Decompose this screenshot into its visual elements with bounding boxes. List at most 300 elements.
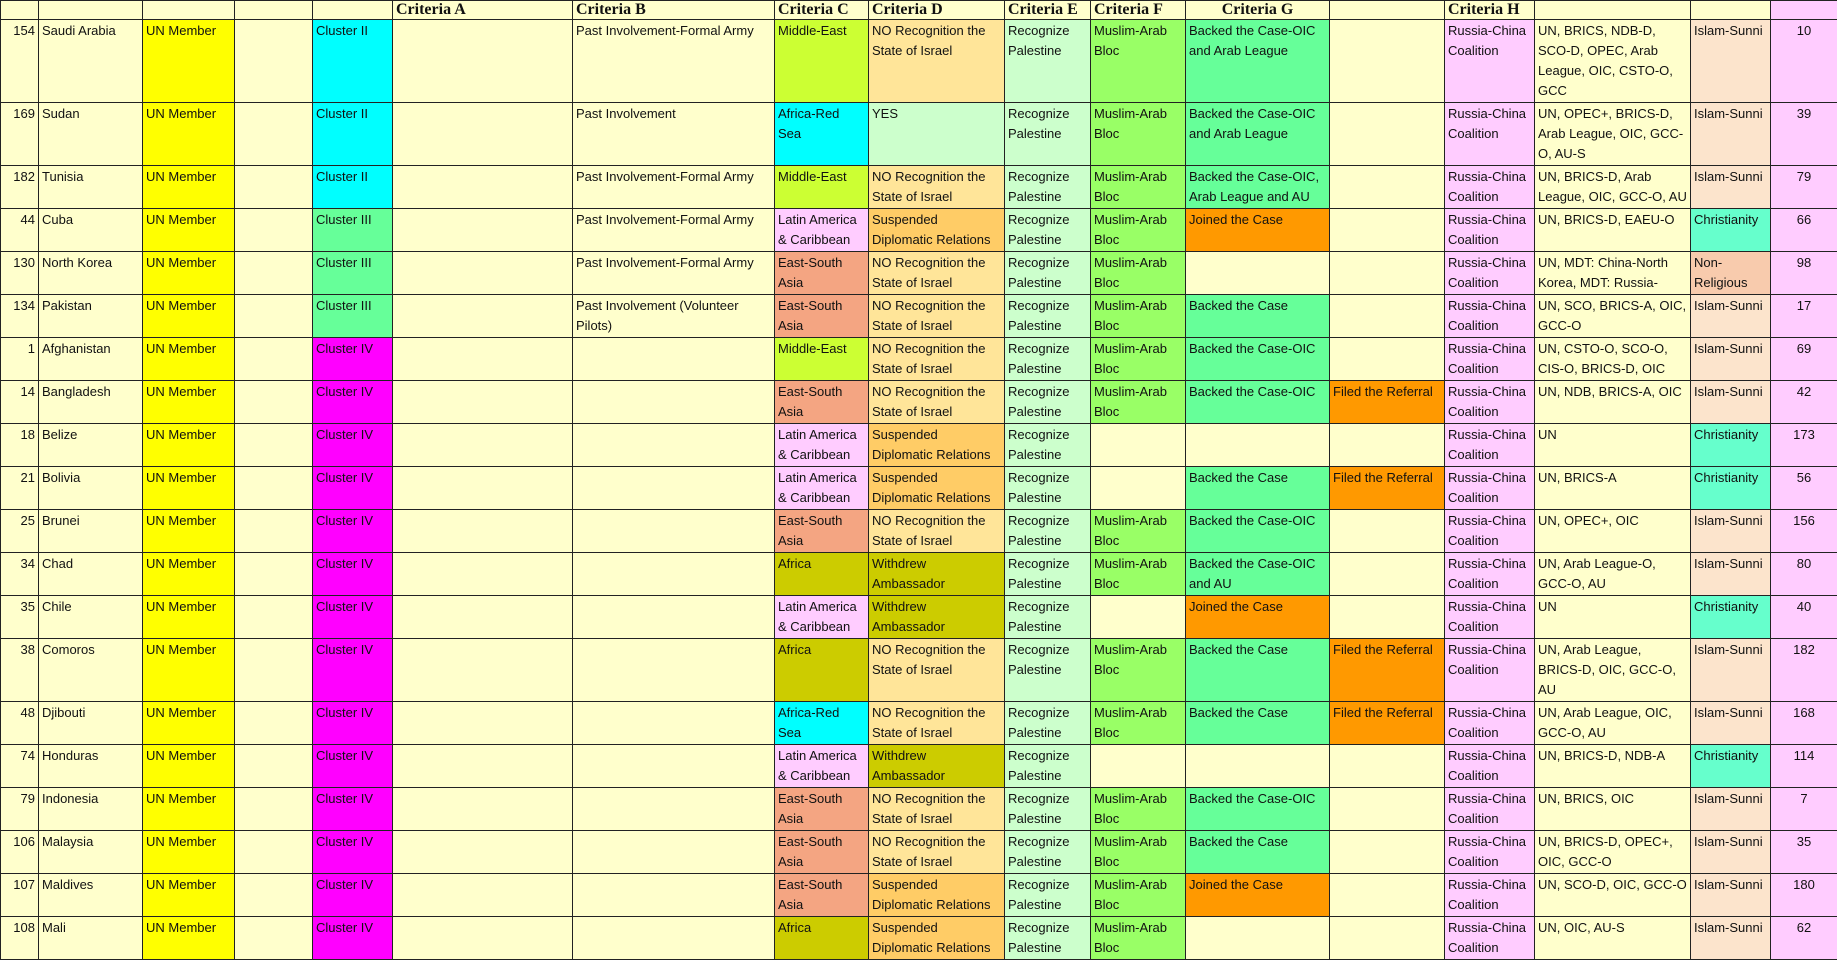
criteria-f[interactable]: Muslim-Arab Bloc: [1091, 295, 1186, 338]
criteria-c[interactable]: Africa-Red Sea: [775, 103, 869, 166]
header-criteria-f[interactable]: Criteria F: [1091, 1, 1186, 20]
criteria-b[interactable]: [573, 510, 775, 553]
criteria-f[interactable]: [1091, 424, 1186, 467]
blank-cell[interactable]: [235, 788, 313, 831]
criteria-a[interactable]: [393, 874, 573, 917]
criteria-d[interactable]: NO Recognition the State of Israel: [869, 510, 1005, 553]
criteria-c[interactable]: Middle-East: [775, 166, 869, 209]
organizations[interactable]: UN, MDT: China-North Korea, MDT: Russia-: [1535, 252, 1691, 295]
criteria-h[interactable]: Russia-China Coalition: [1445, 166, 1535, 209]
rank[interactable]: 173: [1771, 424, 1837, 467]
rank[interactable]: 98: [1771, 252, 1837, 295]
header-cell[interactable]: [235, 1, 313, 20]
organizations[interactable]: UN, BRICS-D, OPEC+, OIC, GCC-O: [1535, 831, 1691, 874]
row-number[interactable]: 108: [1, 917, 39, 960]
country-name[interactable]: Sudan: [39, 103, 143, 166]
criteria-c[interactable]: Africa: [775, 553, 869, 596]
criteria-d[interactable]: NO Recognition the State of Israel: [869, 639, 1005, 702]
country-name[interactable]: Pakistan: [39, 295, 143, 338]
criteria-e[interactable]: Recognize Palestine: [1005, 295, 1091, 338]
country-name[interactable]: Cuba: [39, 209, 143, 252]
criteria-g2[interactable]: [1330, 596, 1445, 639]
blank-cell[interactable]: [235, 745, 313, 788]
blank-cell[interactable]: [235, 831, 313, 874]
criteria-b[interactable]: Past Involvement-Formal Army: [573, 209, 775, 252]
criteria-a[interactable]: [393, 467, 573, 510]
criteria-e[interactable]: Recognize Palestine: [1005, 252, 1091, 295]
criteria-d[interactable]: NO Recognition the State of Israel: [869, 788, 1005, 831]
header-cell[interactable]: [143, 1, 235, 20]
criteria-g2[interactable]: [1330, 917, 1445, 960]
un-status[interactable]: UN Member: [143, 788, 235, 831]
un-status[interactable]: UN Member: [143, 103, 235, 166]
criteria-a[interactable]: [393, 103, 573, 166]
blank-cell[interactable]: [235, 209, 313, 252]
criteria-a[interactable]: [393, 252, 573, 295]
country-name[interactable]: Djibouti: [39, 702, 143, 745]
criteria-g2[interactable]: [1330, 209, 1445, 252]
criteria-a[interactable]: [393, 596, 573, 639]
un-status[interactable]: UN Member: [143, 874, 235, 917]
criteria-b[interactable]: [573, 381, 775, 424]
blank-cell[interactable]: [235, 338, 313, 381]
blank-cell[interactable]: [235, 917, 313, 960]
criteria-g2[interactable]: [1330, 166, 1445, 209]
criteria-b[interactable]: [573, 788, 775, 831]
un-status[interactable]: UN Member: [143, 424, 235, 467]
cluster[interactable]: Cluster II: [313, 166, 393, 209]
un-status[interactable]: UN Member: [143, 745, 235, 788]
cluster[interactable]: Cluster IV: [313, 467, 393, 510]
criteria-g[interactable]: Backed the Case-OIC: [1186, 510, 1330, 553]
criteria-h[interactable]: Russia-China Coalition: [1445, 553, 1535, 596]
criteria-d[interactable]: Suspended Diplomatic Relations: [869, 209, 1005, 252]
religion[interactable]: Non-Religious: [1691, 252, 1771, 295]
criteria-e[interactable]: Recognize Palestine: [1005, 596, 1091, 639]
religion[interactable]: Christianity: [1691, 424, 1771, 467]
row-number[interactable]: 154: [1, 20, 39, 103]
country-name[interactable]: Bangladesh: [39, 381, 143, 424]
criteria-g2[interactable]: [1330, 103, 1445, 166]
criteria-b[interactable]: [573, 338, 775, 381]
criteria-g[interactable]: [1186, 424, 1330, 467]
criteria-c[interactable]: Middle-East: [775, 338, 869, 381]
criteria-h[interactable]: Russia-China Coalition: [1445, 20, 1535, 103]
cluster[interactable]: Cluster III: [313, 295, 393, 338]
criteria-e[interactable]: Recognize Palestine: [1005, 424, 1091, 467]
blank-cell[interactable]: [235, 424, 313, 467]
cluster[interactable]: Cluster II: [313, 103, 393, 166]
organizations[interactable]: UN: [1535, 596, 1691, 639]
blank-cell[interactable]: [235, 553, 313, 596]
criteria-b[interactable]: [573, 596, 775, 639]
rank[interactable]: 42: [1771, 381, 1837, 424]
criteria-e[interactable]: Recognize Palestine: [1005, 166, 1091, 209]
criteria-d[interactable]: Suspended Diplomatic Relations: [869, 874, 1005, 917]
criteria-d[interactable]: Withdrew Ambassador: [869, 553, 1005, 596]
criteria-h[interactable]: Russia-China Coalition: [1445, 917, 1535, 960]
cluster[interactable]: Cluster IV: [313, 596, 393, 639]
criteria-g2[interactable]: Filed the Referral: [1330, 639, 1445, 702]
cluster[interactable]: Cluster III: [313, 209, 393, 252]
religion[interactable]: Islam-Sunni: [1691, 166, 1771, 209]
criteria-e[interactable]: Recognize Palestine: [1005, 745, 1091, 788]
criteria-g[interactable]: Backed the Case: [1186, 702, 1330, 745]
criteria-b[interactable]: [573, 831, 775, 874]
religion[interactable]: Islam-Sunni: [1691, 103, 1771, 166]
criteria-g[interactable]: Backed the Case: [1186, 467, 1330, 510]
row-number[interactable]: 18: [1, 424, 39, 467]
rank[interactable]: 79: [1771, 166, 1837, 209]
country-name[interactable]: Belize: [39, 424, 143, 467]
criteria-g2[interactable]: [1330, 874, 1445, 917]
criteria-c[interactable]: East-South Asia: [775, 874, 869, 917]
country-name[interactable]: Saudi Arabia: [39, 20, 143, 103]
criteria-d[interactable]: NO Recognition the State of Israel: [869, 295, 1005, 338]
row-number[interactable]: 1: [1, 338, 39, 381]
blank-cell[interactable]: [235, 510, 313, 553]
criteria-e[interactable]: Recognize Palestine: [1005, 338, 1091, 381]
criteria-e[interactable]: Recognize Palestine: [1005, 381, 1091, 424]
criteria-g[interactable]: Backed the Case-OIC: [1186, 381, 1330, 424]
country-name[interactable]: Indonesia: [39, 788, 143, 831]
criteria-g[interactable]: Backed the Case-OIC and AU: [1186, 553, 1330, 596]
cluster[interactable]: Cluster IV: [313, 553, 393, 596]
criteria-b[interactable]: Past Involvement: [573, 103, 775, 166]
criteria-f[interactable]: Muslim-Arab Bloc: [1091, 103, 1186, 166]
criteria-f[interactable]: [1091, 596, 1186, 639]
criteria-a[interactable]: [393, 788, 573, 831]
criteria-b[interactable]: Past Involvement-Formal Army: [573, 20, 775, 103]
organizations[interactable]: UN, OIC, AU-S: [1535, 917, 1691, 960]
organizations[interactable]: UN, Arab League, OIC, GCC-O, AU: [1535, 702, 1691, 745]
blank-cell[interactable]: [235, 874, 313, 917]
un-status[interactable]: UN Member: [143, 209, 235, 252]
blank-cell[interactable]: [235, 596, 313, 639]
religion[interactable]: Islam-Sunni: [1691, 295, 1771, 338]
criteria-h[interactable]: Russia-China Coalition: [1445, 831, 1535, 874]
rank[interactable]: 35: [1771, 831, 1837, 874]
criteria-e[interactable]: Recognize Palestine: [1005, 209, 1091, 252]
row-number[interactable]: 74: [1, 745, 39, 788]
criteria-a[interactable]: [393, 209, 573, 252]
criteria-g2[interactable]: [1330, 788, 1445, 831]
blank-cell[interactable]: [235, 467, 313, 510]
criteria-h[interactable]: Russia-China Coalition: [1445, 209, 1535, 252]
header-criteria-d[interactable]: Criteria D: [869, 1, 1005, 20]
row-number[interactable]: 48: [1, 702, 39, 745]
row-number[interactable]: 14: [1, 381, 39, 424]
row-number[interactable]: 106: [1, 831, 39, 874]
criteria-g2[interactable]: [1330, 338, 1445, 381]
criteria-f[interactable]: [1091, 745, 1186, 788]
criteria-g2[interactable]: [1330, 745, 1445, 788]
criteria-f[interactable]: Muslim-Arab Bloc: [1091, 917, 1186, 960]
un-status[interactable]: UN Member: [143, 639, 235, 702]
religion[interactable]: Islam-Sunni: [1691, 553, 1771, 596]
criteria-a[interactable]: [393, 20, 573, 103]
criteria-c[interactable]: Africa-Red Sea: [775, 702, 869, 745]
cluster[interactable]: Cluster IV: [313, 788, 393, 831]
criteria-b[interactable]: Past Involvement-Formal Army: [573, 252, 775, 295]
organizations[interactable]: UN, BRICS-D, EAEU-O: [1535, 209, 1691, 252]
country-name[interactable]: Mali: [39, 917, 143, 960]
rank[interactable]: 7: [1771, 788, 1837, 831]
criteria-d[interactable]: NO Recognition the State of Israel: [869, 166, 1005, 209]
rank[interactable]: 17: [1771, 295, 1837, 338]
rank[interactable]: 182: [1771, 639, 1837, 702]
blank-cell[interactable]: [235, 639, 313, 702]
un-status[interactable]: UN Member: [143, 295, 235, 338]
criteria-e[interactable]: Recognize Palestine: [1005, 103, 1091, 166]
criteria-a[interactable]: [393, 295, 573, 338]
row-number[interactable]: 169: [1, 103, 39, 166]
criteria-h[interactable]: Russia-China Coalition: [1445, 295, 1535, 338]
cluster[interactable]: Cluster IV: [313, 745, 393, 788]
criteria-g2[interactable]: [1330, 831, 1445, 874]
criteria-b[interactable]: Past Involvement-Formal Army: [573, 166, 775, 209]
header-cell[interactable]: [1535, 1, 1691, 20]
criteria-h[interactable]: Russia-China Coalition: [1445, 510, 1535, 553]
criteria-d[interactable]: Withdrew Ambassador: [869, 596, 1005, 639]
criteria-g[interactable]: Backed the Case: [1186, 639, 1330, 702]
criteria-g2[interactable]: [1330, 252, 1445, 295]
criteria-g[interactable]: Backed the Case-OIC: [1186, 338, 1330, 381]
blank-cell[interactable]: [235, 295, 313, 338]
organizations[interactable]: UN, BRICS-D, Arab League, OIC, GCC-O, AU: [1535, 166, 1691, 209]
criteria-h[interactable]: Russia-China Coalition: [1445, 702, 1535, 745]
un-status[interactable]: UN Member: [143, 166, 235, 209]
country-name[interactable]: Maldives: [39, 874, 143, 917]
blank-cell[interactable]: [235, 702, 313, 745]
header-cell[interactable]: [39, 1, 143, 20]
row-number[interactable]: 34: [1, 553, 39, 596]
criteria-d[interactable]: NO Recognition the State of Israel: [869, 381, 1005, 424]
cluster[interactable]: Cluster IV: [313, 381, 393, 424]
un-status[interactable]: UN Member: [143, 917, 235, 960]
religion[interactable]: Islam-Sunni: [1691, 639, 1771, 702]
rank[interactable]: 114: [1771, 745, 1837, 788]
criteria-d[interactable]: Suspended Diplomatic Relations: [869, 424, 1005, 467]
organizations[interactable]: UN, CSTO-O, SCO-O, CIS-O, BRICS-D, OIC: [1535, 338, 1691, 381]
religion[interactable]: Islam-Sunni: [1691, 381, 1771, 424]
cluster[interactable]: Cluster IV: [313, 424, 393, 467]
criteria-f[interactable]: Muslim-Arab Bloc: [1091, 166, 1186, 209]
criteria-g2[interactable]: [1330, 424, 1445, 467]
criteria-d[interactable]: NO Recognition the State of Israel: [869, 702, 1005, 745]
header-criteria-b[interactable]: Criteria B: [573, 1, 775, 20]
criteria-d[interactable]: NO Recognition the State of Israel: [869, 338, 1005, 381]
row-number[interactable]: 38: [1, 639, 39, 702]
criteria-a[interactable]: [393, 553, 573, 596]
criteria-h[interactable]: Russia-China Coalition: [1445, 874, 1535, 917]
rank[interactable]: 168: [1771, 702, 1837, 745]
header-cell[interactable]: [1771, 1, 1837, 20]
organizations[interactable]: UN, Arab League-O, GCC-O, AU: [1535, 553, 1691, 596]
header-criteria-g[interactable]: Criteria G: [1186, 1, 1330, 20]
criteria-d[interactable]: Suspended Diplomatic Relations: [869, 467, 1005, 510]
criteria-a[interactable]: [393, 831, 573, 874]
religion[interactable]: Christianity: [1691, 467, 1771, 510]
cluster[interactable]: Cluster II: [313, 20, 393, 103]
criteria-g2[interactable]: [1330, 20, 1445, 103]
religion[interactable]: Islam-Sunni: [1691, 788, 1771, 831]
country-name[interactable]: Chile: [39, 596, 143, 639]
criteria-c[interactable]: Latin America & Caribbean: [775, 467, 869, 510]
criteria-f[interactable]: Muslim-Arab Bloc: [1091, 553, 1186, 596]
religion[interactable]: Christianity: [1691, 745, 1771, 788]
criteria-h[interactable]: Russia-China Coalition: [1445, 596, 1535, 639]
criteria-h[interactable]: Russia-China Coalition: [1445, 639, 1535, 702]
header-criteria-c[interactable]: Criteria C: [775, 1, 869, 20]
criteria-g[interactable]: Backed the Case-OIC and Arab League: [1186, 20, 1330, 103]
criteria-h[interactable]: Russia-China Coalition: [1445, 338, 1535, 381]
rank[interactable]: 10: [1771, 20, 1837, 103]
organizations[interactable]: UN, OPEC+, OIC: [1535, 510, 1691, 553]
criteria-c[interactable]: Latin America & Caribbean: [775, 745, 869, 788]
criteria-g2[interactable]: Filed the Referral: [1330, 702, 1445, 745]
header-criteria-h[interactable]: Criteria H: [1445, 1, 1535, 20]
criteria-f[interactable]: Muslim-Arab Bloc: [1091, 510, 1186, 553]
organizations[interactable]: UN, BRICS, OIC: [1535, 788, 1691, 831]
religion[interactable]: Christianity: [1691, 596, 1771, 639]
organizations[interactable]: UN, BRICS-D, NDB-A: [1535, 745, 1691, 788]
religion[interactable]: Christianity: [1691, 209, 1771, 252]
row-number[interactable]: 25: [1, 510, 39, 553]
criteria-g2[interactable]: Filed the Referral: [1330, 381, 1445, 424]
criteria-e[interactable]: Recognize Palestine: [1005, 917, 1091, 960]
un-status[interactable]: UN Member: [143, 467, 235, 510]
row-number[interactable]: 79: [1, 788, 39, 831]
rank[interactable]: 62: [1771, 917, 1837, 960]
religion[interactable]: Islam-Sunni: [1691, 874, 1771, 917]
criteria-h[interactable]: Russia-China Coalition: [1445, 467, 1535, 510]
un-status[interactable]: UN Member: [143, 702, 235, 745]
row-number[interactable]: 107: [1, 874, 39, 917]
rank[interactable]: 66: [1771, 209, 1837, 252]
criteria-b[interactable]: [573, 553, 775, 596]
criteria-d[interactable]: Withdrew Ambassador: [869, 745, 1005, 788]
criteria-a[interactable]: [393, 381, 573, 424]
organizations[interactable]: UN, OPEC+, BRICS-D, Arab League, OIC, GCC-O, AU-S: [1535, 103, 1691, 166]
criteria-h[interactable]: Russia-China Coalition: [1445, 381, 1535, 424]
criteria-c[interactable]: Latin America & Caribbean: [775, 596, 869, 639]
criteria-c[interactable]: Latin America & Caribbean: [775, 209, 869, 252]
header-criteria-a[interactable]: Criteria A: [393, 1, 573, 20]
criteria-e[interactable]: Recognize Palestine: [1005, 639, 1091, 702]
criteria-c[interactable]: East-South Asia: [775, 381, 869, 424]
cluster[interactable]: Cluster III: [313, 252, 393, 295]
criteria-c[interactable]: Latin America & Caribbean: [775, 424, 869, 467]
rank[interactable]: 156: [1771, 510, 1837, 553]
row-number[interactable]: 21: [1, 467, 39, 510]
organizations[interactable]: UN, SCO-D, OIC, GCC-O: [1535, 874, 1691, 917]
organizations[interactable]: UN, NDB, BRICS-A, OIC: [1535, 381, 1691, 424]
country-name[interactable]: Chad: [39, 553, 143, 596]
criteria-c[interactable]: East-South Asia: [775, 295, 869, 338]
criteria-g2[interactable]: [1330, 553, 1445, 596]
criteria-f[interactable]: Muslim-Arab Bloc: [1091, 338, 1186, 381]
blank-cell[interactable]: [235, 166, 313, 209]
rank[interactable]: 39: [1771, 103, 1837, 166]
criteria-g[interactable]: Joined the Case: [1186, 596, 1330, 639]
religion[interactable]: Islam-Sunni: [1691, 20, 1771, 103]
row-number[interactable]: 182: [1, 166, 39, 209]
criteria-e[interactable]: Recognize Palestine: [1005, 874, 1091, 917]
criteria-c[interactable]: Africa: [775, 917, 869, 960]
header-cell[interactable]: [1330, 1, 1445, 20]
rank[interactable]: 40: [1771, 596, 1837, 639]
header-cell[interactable]: [1, 1, 39, 20]
criteria-c[interactable]: East-South Asia: [775, 510, 869, 553]
criteria-d[interactable]: NO Recognition the State of Israel: [869, 252, 1005, 295]
criteria-a[interactable]: [393, 338, 573, 381]
criteria-h[interactable]: Russia-China Coalition: [1445, 745, 1535, 788]
country-name[interactable]: Brunei: [39, 510, 143, 553]
row-number[interactable]: 130: [1, 252, 39, 295]
criteria-g[interactable]: Backed the Case-OIC and Arab League: [1186, 103, 1330, 166]
religion[interactable]: Islam-Sunni: [1691, 702, 1771, 745]
rank[interactable]: 56: [1771, 467, 1837, 510]
country-name[interactable]: Bolivia: [39, 467, 143, 510]
country-name[interactable]: North Korea: [39, 252, 143, 295]
criteria-a[interactable]: [393, 745, 573, 788]
organizations[interactable]: UN: [1535, 424, 1691, 467]
organizations[interactable]: UN, BRICS, NDB-D, SCO-D, OPEC, Arab League, OIC, CSTO-O, GCC: [1535, 20, 1691, 103]
criteria-b[interactable]: Past Involvement (Volunteer Pilots): [573, 295, 775, 338]
country-name[interactable]: Afghanistan: [39, 338, 143, 381]
criteria-c[interactable]: Africa: [775, 639, 869, 702]
header-cell[interactable]: [313, 1, 393, 20]
un-status[interactable]: UN Member: [143, 596, 235, 639]
organizations[interactable]: UN, Arab League, BRICS-D, OIC, GCC-O, AU: [1535, 639, 1691, 702]
criteria-g[interactable]: [1186, 745, 1330, 788]
criteria-h[interactable]: Russia-China Coalition: [1445, 103, 1535, 166]
criteria-h[interactable]: Russia-China Coalition: [1445, 788, 1535, 831]
criteria-f[interactable]: Muslim-Arab Bloc: [1091, 381, 1186, 424]
religion[interactable]: Islam-Sunni: [1691, 338, 1771, 381]
row-number[interactable]: 35: [1, 596, 39, 639]
criteria-h[interactable]: Russia-China Coalition: [1445, 424, 1535, 467]
criteria-f[interactable]: Muslim-Arab Bloc: [1091, 874, 1186, 917]
blank-cell[interactable]: [235, 252, 313, 295]
criteria-a[interactable]: [393, 702, 573, 745]
row-number[interactable]: 134: [1, 295, 39, 338]
criteria-c[interactable]: Middle-East: [775, 20, 869, 103]
criteria-a[interactable]: [393, 424, 573, 467]
row-number[interactable]: 44: [1, 209, 39, 252]
criteria-g2[interactable]: Filed the Referral: [1330, 467, 1445, 510]
criteria-f[interactable]: Muslim-Arab Bloc: [1091, 20, 1186, 103]
blank-cell[interactable]: [235, 103, 313, 166]
criteria-g[interactable]: Backed the Case-OIC, Arab League and AU: [1186, 166, 1330, 209]
criteria-f[interactable]: Muslim-Arab Bloc: [1091, 639, 1186, 702]
criteria-f[interactable]: [1091, 467, 1186, 510]
criteria-b[interactable]: [573, 874, 775, 917]
un-status[interactable]: UN Member: [143, 381, 235, 424]
blank-cell[interactable]: [235, 381, 313, 424]
cluster[interactable]: Cluster IV: [313, 917, 393, 960]
religion[interactable]: Islam-Sunni: [1691, 917, 1771, 960]
criteria-e[interactable]: Recognize Palestine: [1005, 702, 1091, 745]
blank-cell[interactable]: [235, 20, 313, 103]
cluster[interactable]: Cluster IV: [313, 831, 393, 874]
criteria-g[interactable]: [1186, 917, 1330, 960]
cluster[interactable]: Cluster IV: [313, 874, 393, 917]
criteria-g2[interactable]: [1330, 295, 1445, 338]
criteria-f[interactable]: Muslim-Arab Bloc: [1091, 702, 1186, 745]
un-status[interactable]: UN Member: [143, 252, 235, 295]
